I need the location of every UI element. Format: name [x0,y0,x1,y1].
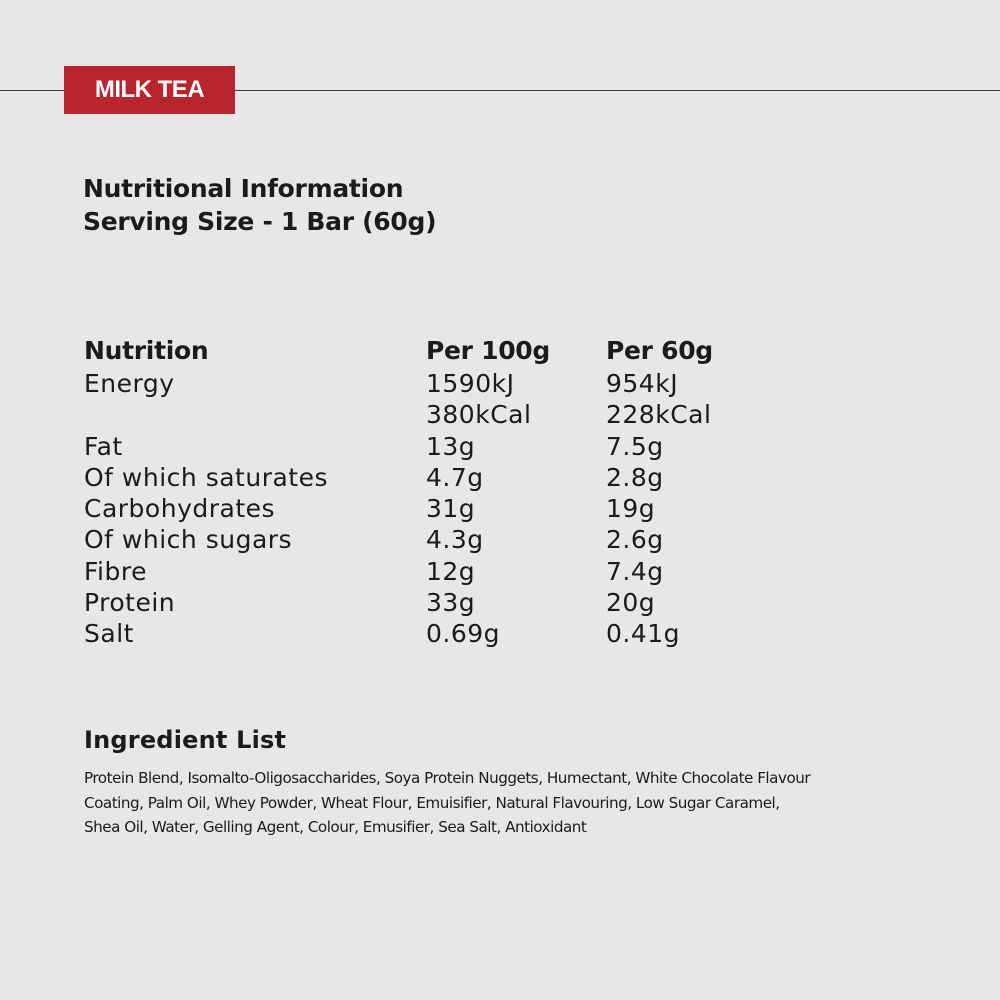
serving-size: Serving Size - 1 Bar (60g) [83,207,437,236]
table-row [84,493,784,524]
table-row [84,462,784,493]
row-name: Carbohydrates [84,494,276,524]
row-per-100g: 1590kJ [426,369,515,398]
row-per-100g: 13g [426,431,476,461]
row-per-100g: 4.3g [426,525,484,555]
row-per-100g: 4.7g [426,462,484,492]
row-name: Fibre [84,556,147,586]
row-name: Energy [84,369,175,398]
ingredients-title: Ingredient List [84,726,287,754]
table-row [84,556,784,587]
row-name: Of which sugars [84,525,293,555]
row-per-100g: 0.69g [426,619,501,649]
row-per-60g: 0.41g [606,619,681,649]
nutrition-title: Nutritional Information [83,174,404,203]
row-per-60g: 954kJ [606,369,679,398]
table-row [84,368,784,399]
header-per-60g: Per 60g [606,336,713,365]
row-name: Of which saturates [84,462,328,492]
row-name: Protein [84,588,176,618]
ingredients-text [84,766,934,840]
ingredients-line: Coating, Palm Oil, Whey Powder, Wheat Flour, Emuisifier, Natural Flavouring, Low Sugar Caramel, [84,793,780,812]
nutrition-table [84,334,784,650]
row-per-60g: 7.5g [606,431,664,461]
row-per-60g: 2.8g [606,462,664,492]
table-row [84,431,784,462]
table-header-row [84,334,784,368]
table-row [84,399,784,430]
flavour-badge-label: MILK TEA [94,76,205,103]
row-per-60g: 228kCal [606,400,712,430]
row-per-100g: 12g [426,556,476,586]
row-name: Fat [84,431,123,461]
ingredients-line: Shea Oil, Water, Gelling Agent, Colour, Emusifier, Sea Salt, Antioxidant [84,818,587,836]
row-per-100g: 380kCal [426,400,532,430]
header-per-100g: Per 100g [426,336,550,365]
row-per-100g: 31g [426,494,476,524]
ingredients-line: Protein Blend, Isomalto-Oligosaccharides, Soya Protein Nuggets, Humectant, White Chocolate Flavour [84,769,811,787]
row-per-60g: 19g [606,494,656,524]
flavour-badge [64,66,235,114]
table-row [84,524,784,555]
row-per-100g: 33g [426,588,476,618]
header-nutrition: Nutrition [84,336,209,365]
row-per-60g: 2.6g [606,525,664,555]
row-name: Salt [84,619,134,649]
row-per-60g: 7.4g [606,556,664,586]
table-row [84,618,784,649]
nutrition-heading [83,172,436,238]
table-row [84,587,784,618]
row-per-60g: 20g [606,588,656,618]
